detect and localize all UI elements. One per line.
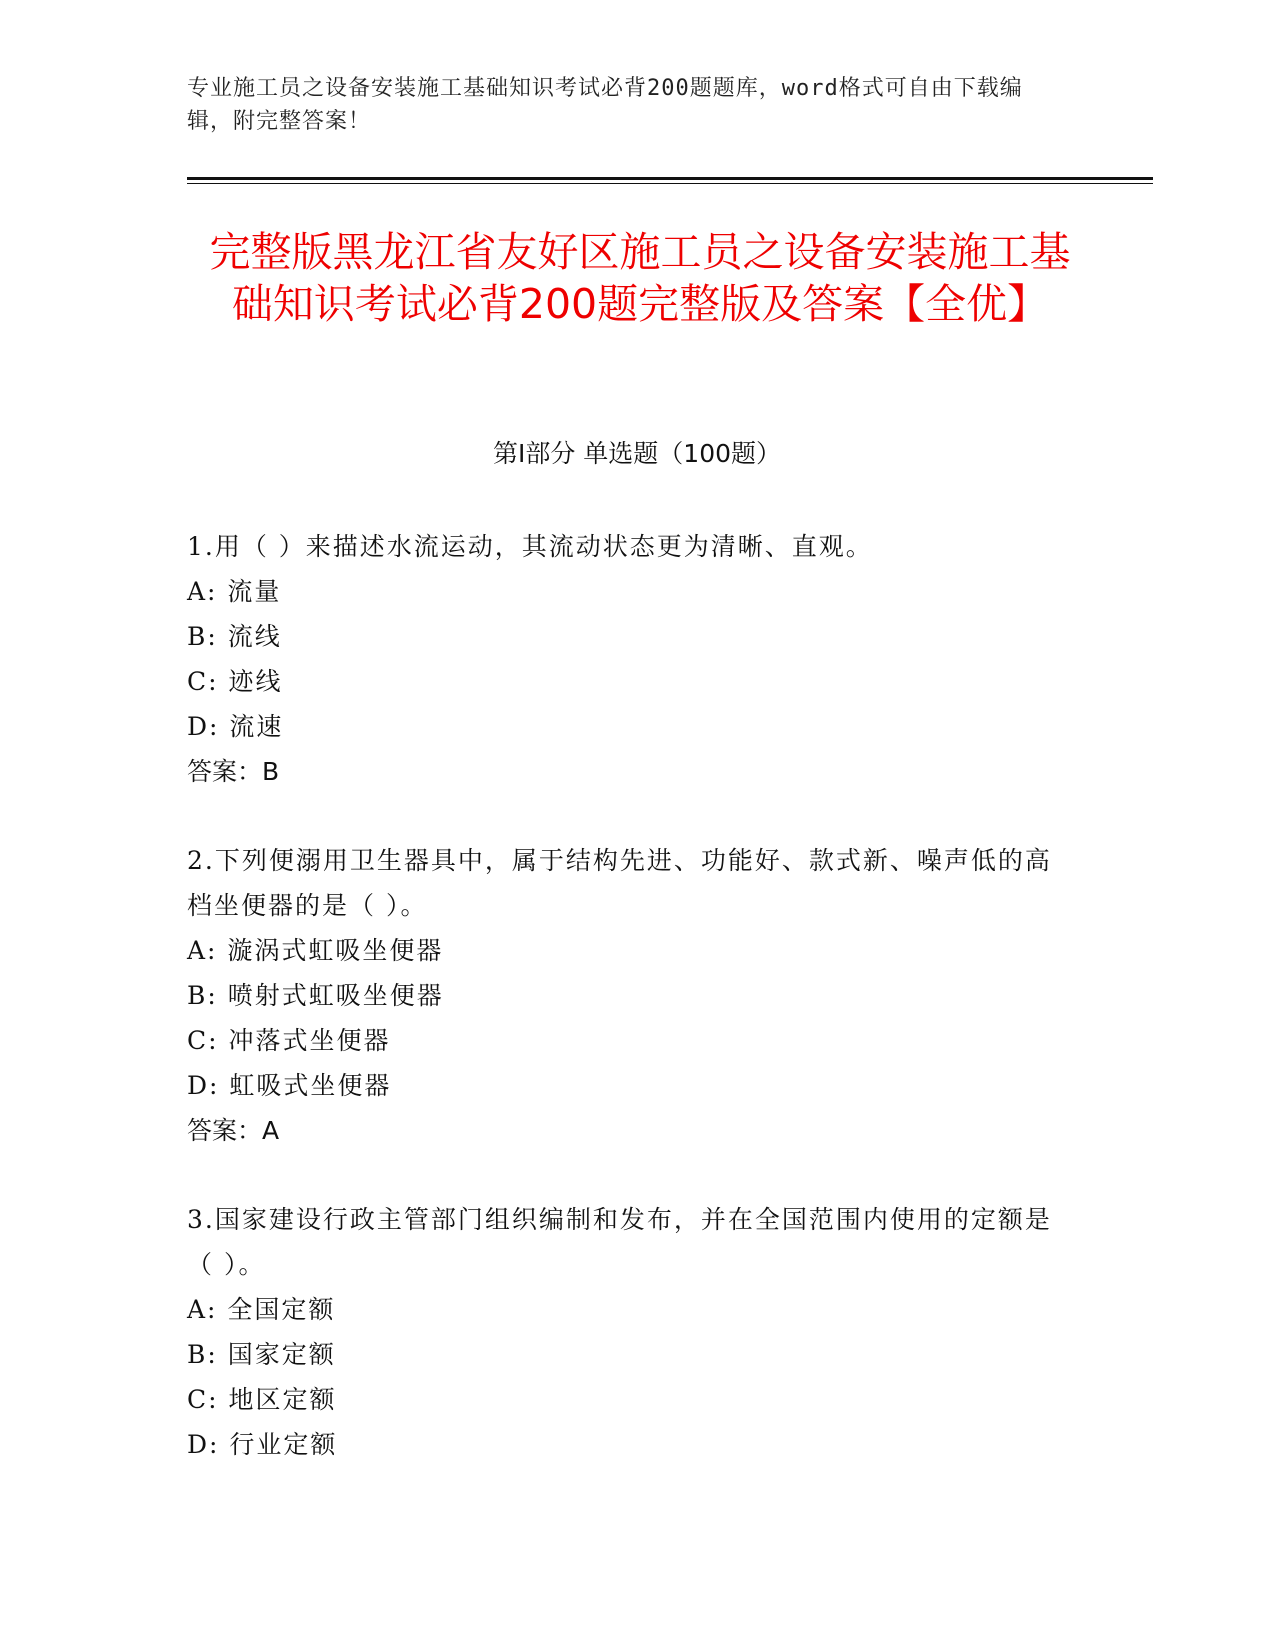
question-stem: 1.用（ ）来描述水流运动，其流动状态更为清晰、直观。 <box>187 532 873 561</box>
option-a: A: 漩涡式虹吸坐便器 <box>187 936 444 965</box>
question-list <box>187 524 1067 1511</box>
answer: 答案：B <box>187 757 280 786</box>
option-b: B: 流线 <box>187 622 282 651</box>
option-c: C: 冲落式坐便器 <box>187 1026 391 1055</box>
question-stem: 2.下列便溺用卫生器具中，属于结构先进、功能好、款式新、噪声低的高档坐便器的是（ ）。 <box>187 846 1052 920</box>
option-b: B: 喷射式虹吸坐便器 <box>187 981 444 1010</box>
question-stem: 3.国家建设行政主管部门组织编制和发布，并在全国范围内使用的定额是（ ）。 <box>187 1205 1052 1279</box>
option-d: D: 流速 <box>187 712 284 741</box>
option-b: B: 国家定额 <box>187 1340 336 1369</box>
option-d: D: 虹吸式坐便器 <box>187 1071 392 1100</box>
option-d: D: 行业定额 <box>187 1430 338 1459</box>
header-note: 专业施工员之设备安装施工基础知识考试必背200题题库，word格式可自由下载编辑，附完整答案！ <box>187 76 1023 134</box>
question-3 <box>187 1197 1067 1467</box>
section-heading: 第I部分 单选题（100题） <box>492 439 782 468</box>
document-title: 完整版黑龙江省友好区施工员之设备安装施工基础知识考试必背200题完整版及答案【全优】 <box>209 228 1071 328</box>
answer: 答案：A <box>187 1116 280 1145</box>
header-divider-thick <box>187 177 1153 180</box>
question-1 <box>187 524 1067 794</box>
option-a: A: 全国定额 <box>187 1295 336 1324</box>
option-a: A: 流量 <box>187 577 282 606</box>
option-c: C: 地区定额 <box>187 1385 337 1414</box>
option-c: C: 迹线 <box>187 667 283 696</box>
question-2 <box>187 838 1067 1153</box>
header-divider-thin <box>187 183 1153 184</box>
